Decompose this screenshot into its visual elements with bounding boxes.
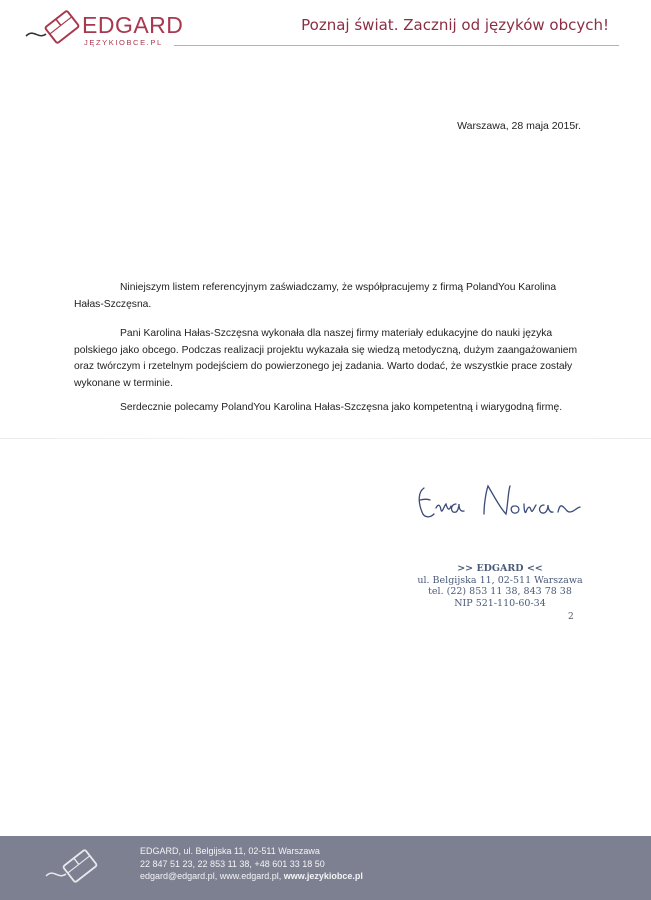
paragraph-1-text: Niniejszym listem referencyjnym zaświadczamy, że współpracujemy z firmą PolandYou Karolina Hałas-Szczęsna. (74, 282, 557, 310)
paragraph-2 (74, 326, 588, 392)
footer-bar (0, 836, 651, 900)
paragraph-2-text: Pani Karolina Hałas-Szczęsna wykonała dla naszej firmy materiały edukacyjne do nauki języka polskiego jako obcego. Podczas realizacji projektu wykazała się wiedzą metodyczną, dużym zaangażowaniem oraz twórczym i rzetelnym podejściem do powierzonego jej zadania. Warto dodać, że wszystkie prace zostały wykonane w terminie. (74, 328, 578, 389)
mouse-cursor-logo-icon (24, 10, 84, 44)
stamp-phone: tel. (22) 853 11 38, 843 78 38 (428, 586, 572, 597)
handwritten-signature (410, 478, 590, 526)
stamp-nip: NIP 521-110-60-34 (454, 597, 546, 609)
stamp-address: ul. Belgijska 11, 02-511 Warszawa (417, 574, 583, 586)
paragraph-3 (74, 400, 588, 417)
footer-logo-icon (44, 848, 100, 884)
footer-contact (140, 845, 363, 883)
logo-subtitle: JĘZYKIOBCE.PL (84, 38, 163, 47)
footer-email-links: edgard@edgard.pl, www.edgard.pl, (140, 871, 284, 881)
footer-web (140, 870, 363, 883)
stamp-mark: 2 (568, 612, 574, 622)
logo-name: EDGARD (82, 12, 184, 38)
letter-date: Warszawa, 28 maja 2015r. (457, 120, 581, 132)
header-tagline: Poznaj świat. Zacznij od języków obcych! (301, 16, 609, 34)
footer-address: EDGARD, ul. Belgijska 11, 02-511 Warszawa (140, 846, 320, 856)
footer-jezykiobce-link: www.jezykiobce.pl (283, 871, 363, 881)
company-stamp (400, 563, 600, 609)
stamp-name: >> EDGARD << (457, 563, 543, 574)
paragraph-3-text: Serdecznie polecamy PolandYou Karolina Hałas-Szczęsna jako kompetentną i wiarygodną firmę. (120, 402, 563, 413)
paragraph-1 (74, 280, 588, 313)
header-divider (174, 45, 619, 46)
footer-phones: 22 847 51 23, 22 853 11 38, +48 601 33 18 50 (140, 858, 325, 869)
scan-artifact-line (0, 438, 651, 439)
edgard-logo (24, 8, 184, 48)
